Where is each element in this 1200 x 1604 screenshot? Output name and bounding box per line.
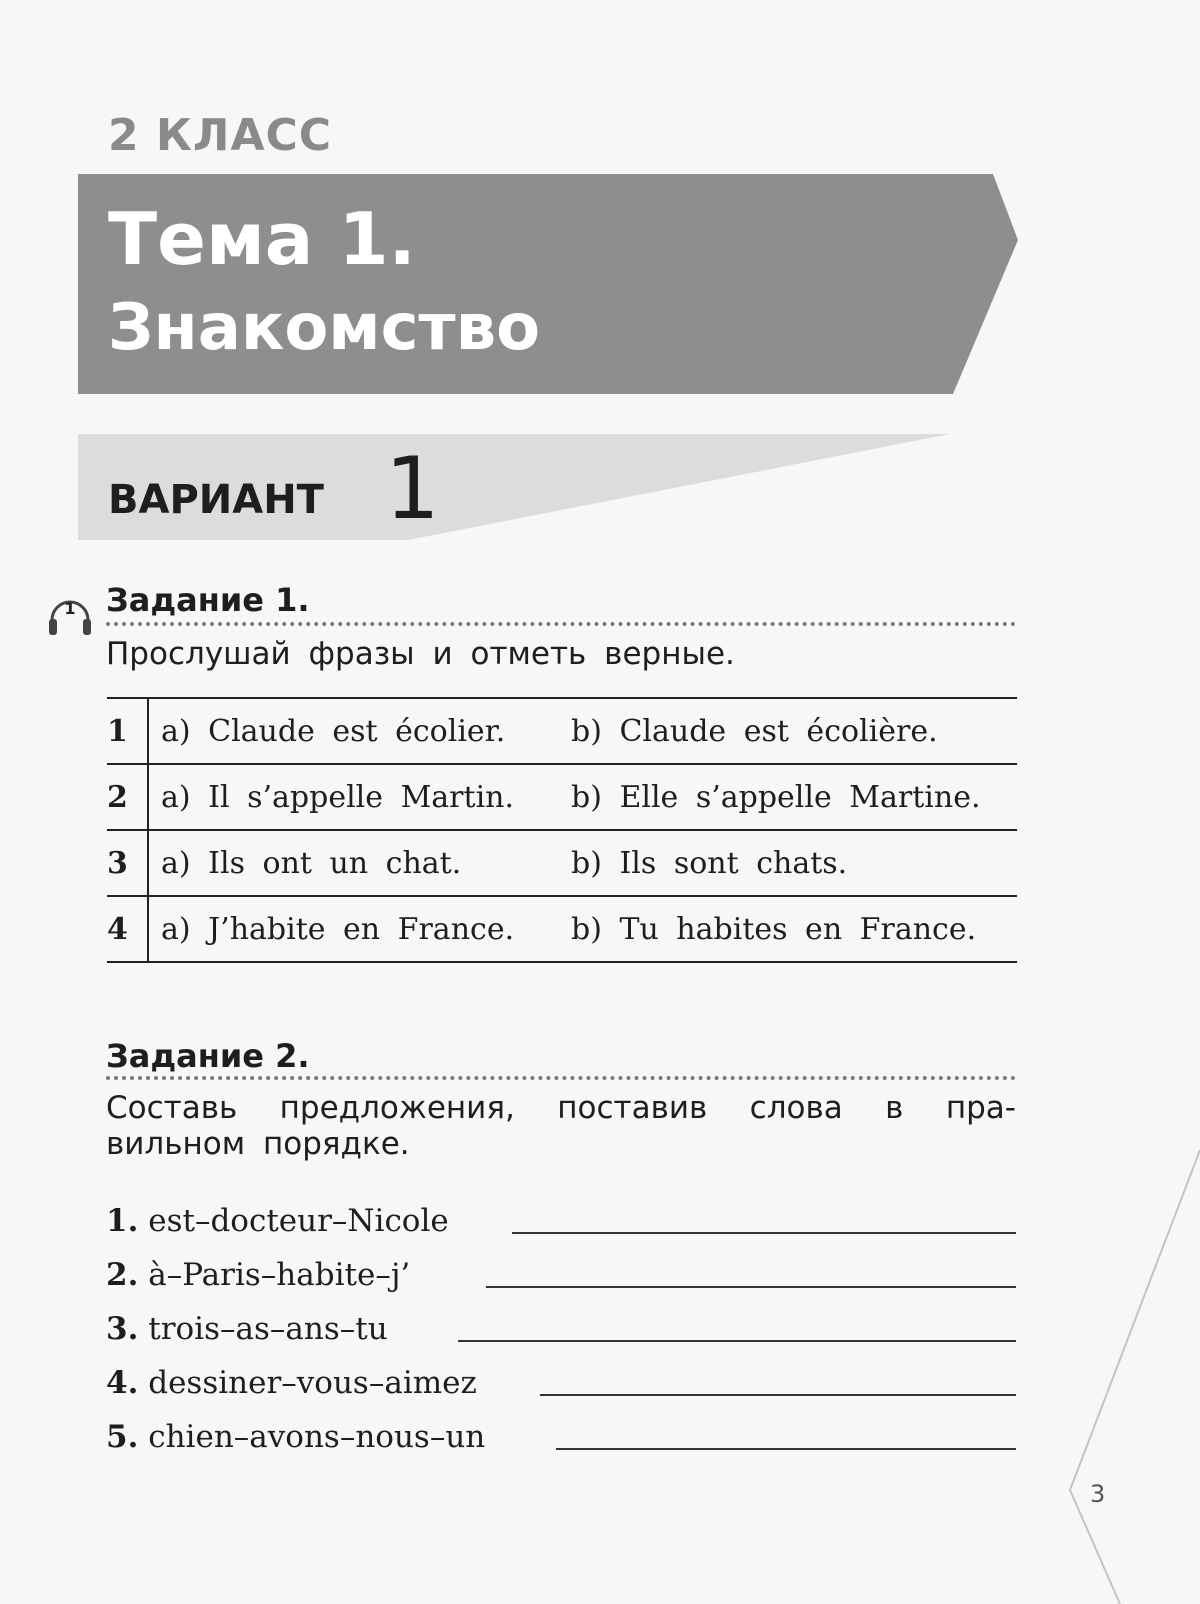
page-corner-decoration	[1060, 1150, 1200, 1604]
item-number: 2.	[106, 1257, 139, 1293]
word-sequence: est–docteur–Nicole	[148, 1203, 449, 1239]
option-a[interactable]: a) J’habite en France.	[148, 896, 571, 962]
theme-subtitle: Знакомство	[108, 291, 541, 365]
option-b[interactable]: b) Elle s’appelle Martine.	[571, 764, 1017, 830]
answer-line[interactable]	[486, 1286, 1016, 1288]
answer-line[interactable]	[540, 1394, 1016, 1396]
word-sequence: à–Paris–habite–j’	[148, 1257, 411, 1293]
task2-instruction-line2: вильном порядке.	[106, 1126, 410, 1162]
answer-line[interactable]	[556, 1448, 1016, 1450]
item-number: 5.	[106, 1419, 139, 1455]
answer-line[interactable]	[458, 1340, 1016, 1342]
theme-title: Тема 1.	[108, 197, 416, 281]
option-b[interactable]: b) Tu habites en France.	[571, 896, 1017, 962]
list-item	[106, 1365, 477, 1401]
task1-divider	[106, 622, 1016, 626]
list-item	[106, 1419, 486, 1455]
table-row	[107, 830, 1017, 896]
headphones-icon	[44, 588, 96, 640]
table-row	[107, 896, 1017, 962]
option-a[interactable]: a) Claude est écolier.	[148, 698, 571, 764]
option-a[interactable]: a) Ils ont un chat.	[148, 830, 571, 896]
word-sequence: chien–avons–nous–un	[148, 1419, 486, 1455]
answer-line[interactable]	[512, 1232, 1016, 1234]
table-row	[107, 698, 1017, 764]
row-number: 3	[107, 830, 148, 896]
task2-title: Задание 2.	[106, 1037, 310, 1075]
item-number: 4.	[106, 1365, 139, 1401]
table-row	[107, 764, 1017, 830]
variant-number: 1	[385, 439, 440, 539]
list-item	[106, 1257, 411, 1293]
list-item	[106, 1311, 388, 1347]
word-sequence: trois–as–ans–tu	[148, 1311, 388, 1347]
task2-divider	[106, 1076, 1016, 1080]
option-a[interactable]: a) Il s’appelle Martin.	[148, 764, 571, 830]
word-sequence: dessiner–vous–aimez	[148, 1365, 477, 1401]
task2-instruction-line1: Составь предложения, поставив слова в пра-	[106, 1090, 1016, 1126]
task1-instruction: Прослушай фразы и отметь верные.	[106, 636, 735, 672]
audio-track-number: 1	[64, 599, 76, 618]
variant-label: ВАРИАНТ	[108, 477, 324, 523]
item-number: 3.	[106, 1311, 139, 1347]
option-b[interactable]: b) Ils sont chats.	[571, 830, 1017, 896]
task1-title: Задание 1.	[106, 581, 310, 619]
task1-table	[107, 697, 1017, 963]
list-item	[106, 1203, 449, 1239]
option-b[interactable]: b) Claude est écolière.	[571, 698, 1017, 764]
page-number: 3	[1090, 1480, 1106, 1508]
row-number: 4	[107, 896, 148, 962]
row-number: 2	[107, 764, 148, 830]
item-number: 1.	[106, 1203, 139, 1239]
row-number: 1	[107, 698, 148, 764]
grade-heading: 2 КЛАСС	[108, 110, 333, 161]
